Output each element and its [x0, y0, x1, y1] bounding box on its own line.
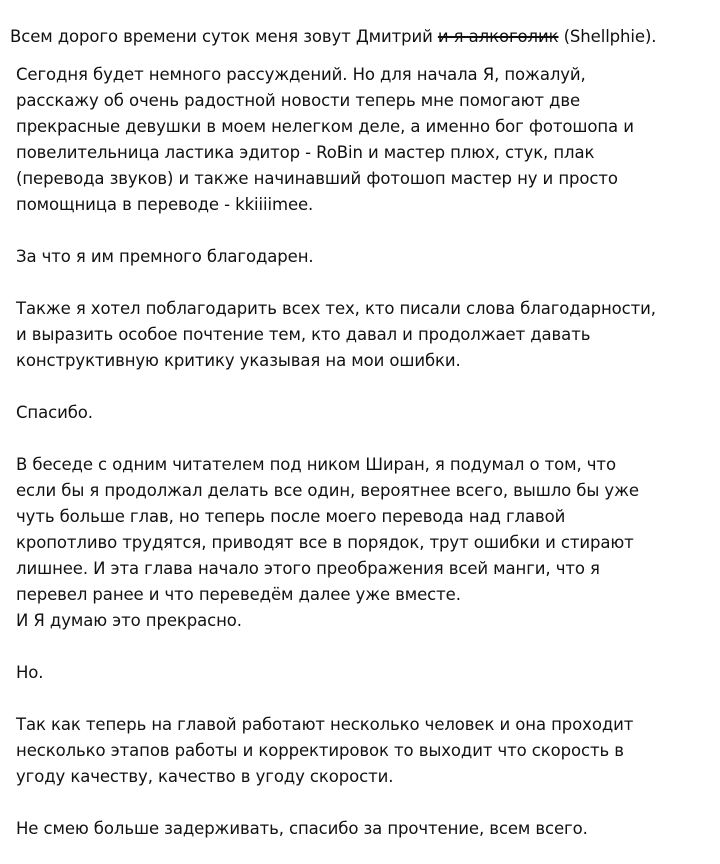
paragraph-gap [16, 270, 712, 296]
text-line: (перевода звуков) и также начинавший фотошоп мастер ну и просто [16, 169, 618, 188]
text-line: повелительница ластика эдитор - RoBin и мастер плюх, стук, плак [16, 143, 595, 162]
paragraph-spasibo [16, 400, 712, 426]
text-line: Также я хотел поблагодарить всех тех, кто писали слова благодарности, [16, 299, 656, 318]
text-line: перевел ранее и что переведём далее уже вместе. [16, 585, 461, 604]
text-line: и выразить особое почтение тем, кто давал и продолжает давать [16, 325, 591, 344]
paragraph-conversation [16, 452, 712, 634]
text-line: прекрасные девушки в моем нелегком деле, а именно бог фотошопа и [16, 117, 634, 136]
paragraph-thanks [16, 244, 712, 270]
header-author-text: (Shellphie). [558, 27, 657, 46]
paragraph-closing [16, 816, 712, 842]
text-line: если бы я продолжал делать все один, вероятнее всего, вышло бы уже [16, 481, 639, 500]
paragraph-quality [16, 712, 712, 790]
text-line: лишнее. И эта глава начало этого преображения всей манги, что я [16, 559, 600, 578]
paragraph-gap [16, 790, 712, 816]
text-line: несколько этапов работы и корректировок то выходит что скорость в [16, 741, 624, 760]
text-line: И Я думаю это прекрасно. [16, 611, 242, 630]
text-line: Спасибо. [16, 403, 93, 422]
header-strikethrough-text: и я алкоголик [437, 27, 559, 46]
text-line: Так как теперь на главой работают несколько человек и она проходит [16, 715, 634, 734]
text-line: В беседе с одним читателем под ником Ширан, я подумал о том, что [16, 455, 616, 474]
paragraph-gap [16, 374, 712, 400]
text-line: Не смею больше задерживать, спасибо за прочтение, всем всего. [16, 819, 588, 838]
body-text [16, 62, 712, 842]
paragraph-gap [16, 686, 712, 712]
text-line: помощница в переводе - kkiiiimee. [16, 195, 314, 214]
text-line: кропотливо трудятся, приводят все в порядок, трут ошибки и стирают [16, 533, 634, 552]
text-line: За что я им премного благодарен. [16, 247, 314, 266]
paragraph-gap [16, 426, 712, 452]
paragraph-gratitude [16, 296, 712, 374]
paragraph-gap [16, 218, 712, 244]
text-line: Сегодня будет немного рассуждений. Но для начала Я, пожалуй, [16, 65, 586, 84]
text-line: расскажу об очень радостной новости теперь мне помогают две [16, 91, 581, 110]
header-line [10, 26, 720, 48]
text-line: чуть больше глав, но теперь после моего перевода над главой [16, 507, 566, 526]
paragraph-gap [16, 634, 712, 660]
paragraph-but [16, 660, 712, 686]
text-line: Но. [16, 663, 44, 682]
text-line: угоду качеству, качество в угоду скорости. [16, 767, 394, 786]
header-text: Всем дорого времени суток меня зовут Дмитрий [10, 27, 438, 46]
paragraph-intro [16, 62, 712, 218]
text-line: конструктивную критику указывая на мои ошибки. [16, 351, 461, 370]
